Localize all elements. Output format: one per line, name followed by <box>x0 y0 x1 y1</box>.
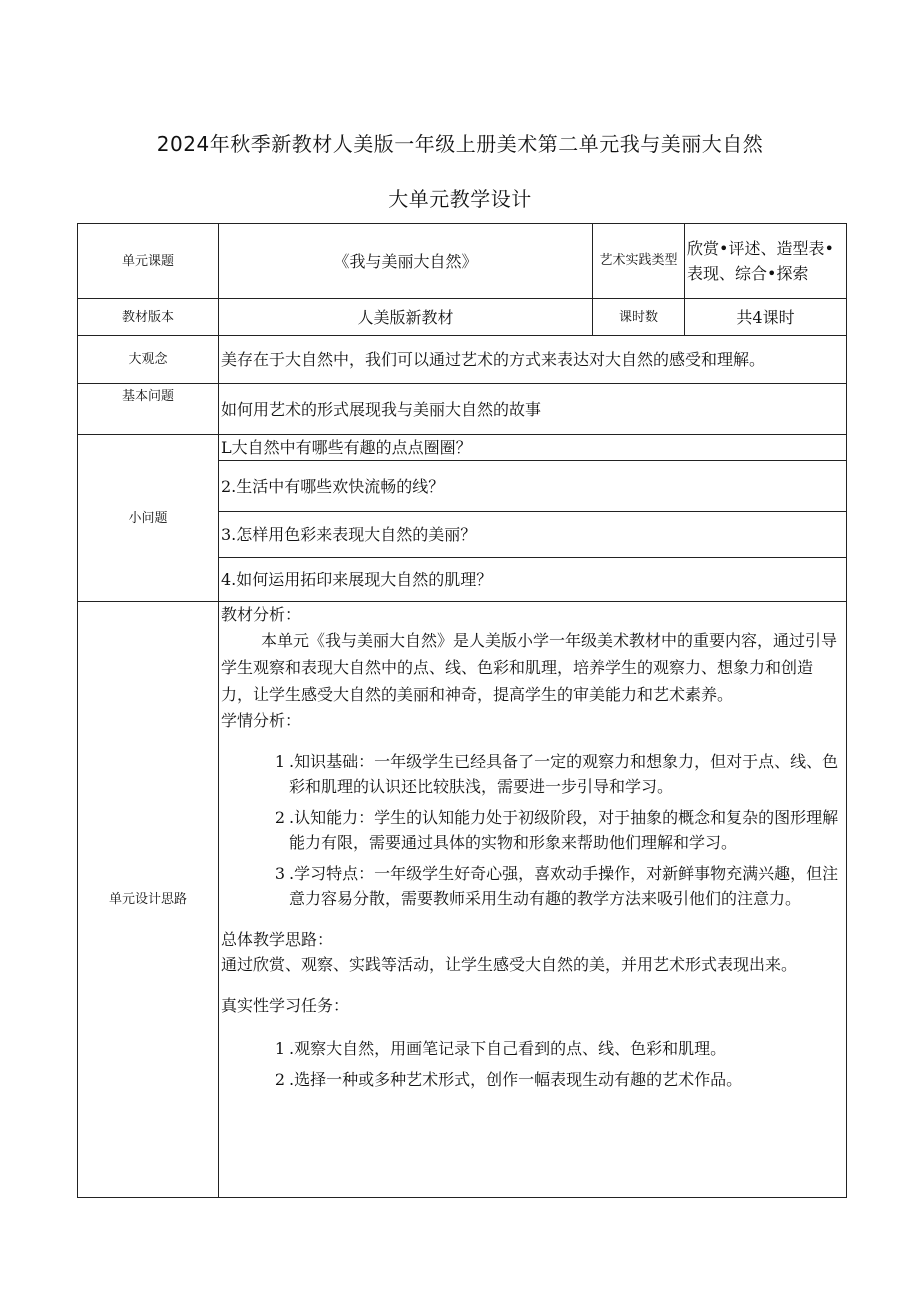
practice-type-value: 欣赏•评述、造型表•表现、综合•探索 <box>685 224 847 299</box>
overall-approach-text: 通过欣赏、观察、实践等活动，让学生感受大自然的美，并用艺术形式表现出来。 <box>221 955 798 974</box>
list-item <box>221 1036 844 1061</box>
small-question-item: 2.生活中有哪些欢快流畅的线？ <box>219 461 847 512</box>
unit-topic-value: 《我与美丽大自然》 <box>219 224 593 299</box>
document-subtitle: 大单元教学设计 <box>388 187 532 211</box>
list-item <box>221 861 844 911</box>
class-hours-value: 共4课时 <box>685 299 847 336</box>
learner-analysis-heading: 学情分析： <box>221 711 302 730</box>
table-row <box>78 435 847 461</box>
small-question-item: 4.如何运用拓印来展现大自然的肌理？ <box>219 558 847 602</box>
list-item <box>221 1067 844 1092</box>
practice-type-label: 艺术实践类型 <box>593 224 685 299</box>
material-analysis-text: 本单元《我与美丽大自然》是人美版小学一年级美术教材中的重要内容，通过引导学生观察和表现大自然中的点、线、色彩和肌理，培养学生的观察力、想象力和创造力，让学生感受大自然的美丽和神奇，提高学生的审美能力和艺术素养。 <box>221 631 838 704</box>
material-analysis-heading: 教材分析： <box>221 605 302 624</box>
document-title: 2024年秋季新教材人美版一年级上册美术第二单元我与美丽大自然 <box>156 132 764 156</box>
table-row <box>78 299 847 336</box>
unit-topic-label: 单元课题 <box>78 224 219 299</box>
small-questions-label: 小问题 <box>78 435 219 602</box>
table-row <box>78 602 847 1198</box>
list-item-number: 1 <box>274 752 285 771</box>
list-item-text: .学习特点：一年级学生好奇心强，喜欢动手操作，对新鲜事物充满兴趣，但注意力容易分散，需要教师采用生动有趣的教学方法来吸引他们的注意力。 <box>289 864 839 908</box>
list-item <box>221 805 844 855</box>
table-row <box>78 224 847 299</box>
learning-tasks-heading: 真实性学习任务： <box>221 996 350 1015</box>
list-item-number: 1 <box>274 1039 285 1058</box>
table-row <box>78 336 847 384</box>
small-question-item: 3.怎样用色彩来表现大自然的美丽？ <box>219 512 847 558</box>
list-item <box>221 749 844 799</box>
table-row <box>78 384 847 435</box>
list-item-number: 2 <box>274 1070 285 1089</box>
small-question-item: L大自然中有哪些有趣的点点圈圈？ <box>219 435 847 461</box>
big-idea-label: 大观念 <box>78 336 219 384</box>
list-item-number: 2 <box>274 808 285 827</box>
list-item-text: .知识基础：一年级学生已经具备了一定的观察力和想象力，但对于点、线、色彩和肌理的认识还比较肤浅，需要进一步引导和学习。 <box>289 752 839 796</box>
basic-question-value: 如何用艺术的形式展现我与美丽大自然的故事 <box>219 384 847 435</box>
list-item-text: .观察大自然，用画笔记录下自己看到的点、线、色彩和肌理。 <box>289 1039 727 1058</box>
textbook-version-value: 人美版新教材 <box>219 299 593 336</box>
design-idea-label: 单元设计思路 <box>78 602 219 1198</box>
list-item-number: 3 <box>274 864 285 883</box>
list-item-text: .认知能力：学生的认知能力处于初级阶段，对于抽象的概念和复杂的图形理解能力有限，需要通过具体的实物和形象来帮助他们理解和学习。 <box>289 808 839 852</box>
textbook-version-label: 教材版本 <box>78 299 219 336</box>
list-item-text: .选择一种或多种艺术形式，创作一幅表现生动有趣的艺术作品。 <box>289 1070 743 1089</box>
big-idea-value: 美存在于大自然中，我们可以通过艺术的方式来表达对大自然的感受和理解。 <box>219 336 847 384</box>
design-idea-content <box>219 602 847 1198</box>
unit-design-table <box>77 223 847 1198</box>
class-hours-label: 课时数 <box>593 299 685 336</box>
basic-question-label: 基本问题 <box>78 384 219 435</box>
overall-approach-heading: 总体教学思路： <box>221 930 334 949</box>
